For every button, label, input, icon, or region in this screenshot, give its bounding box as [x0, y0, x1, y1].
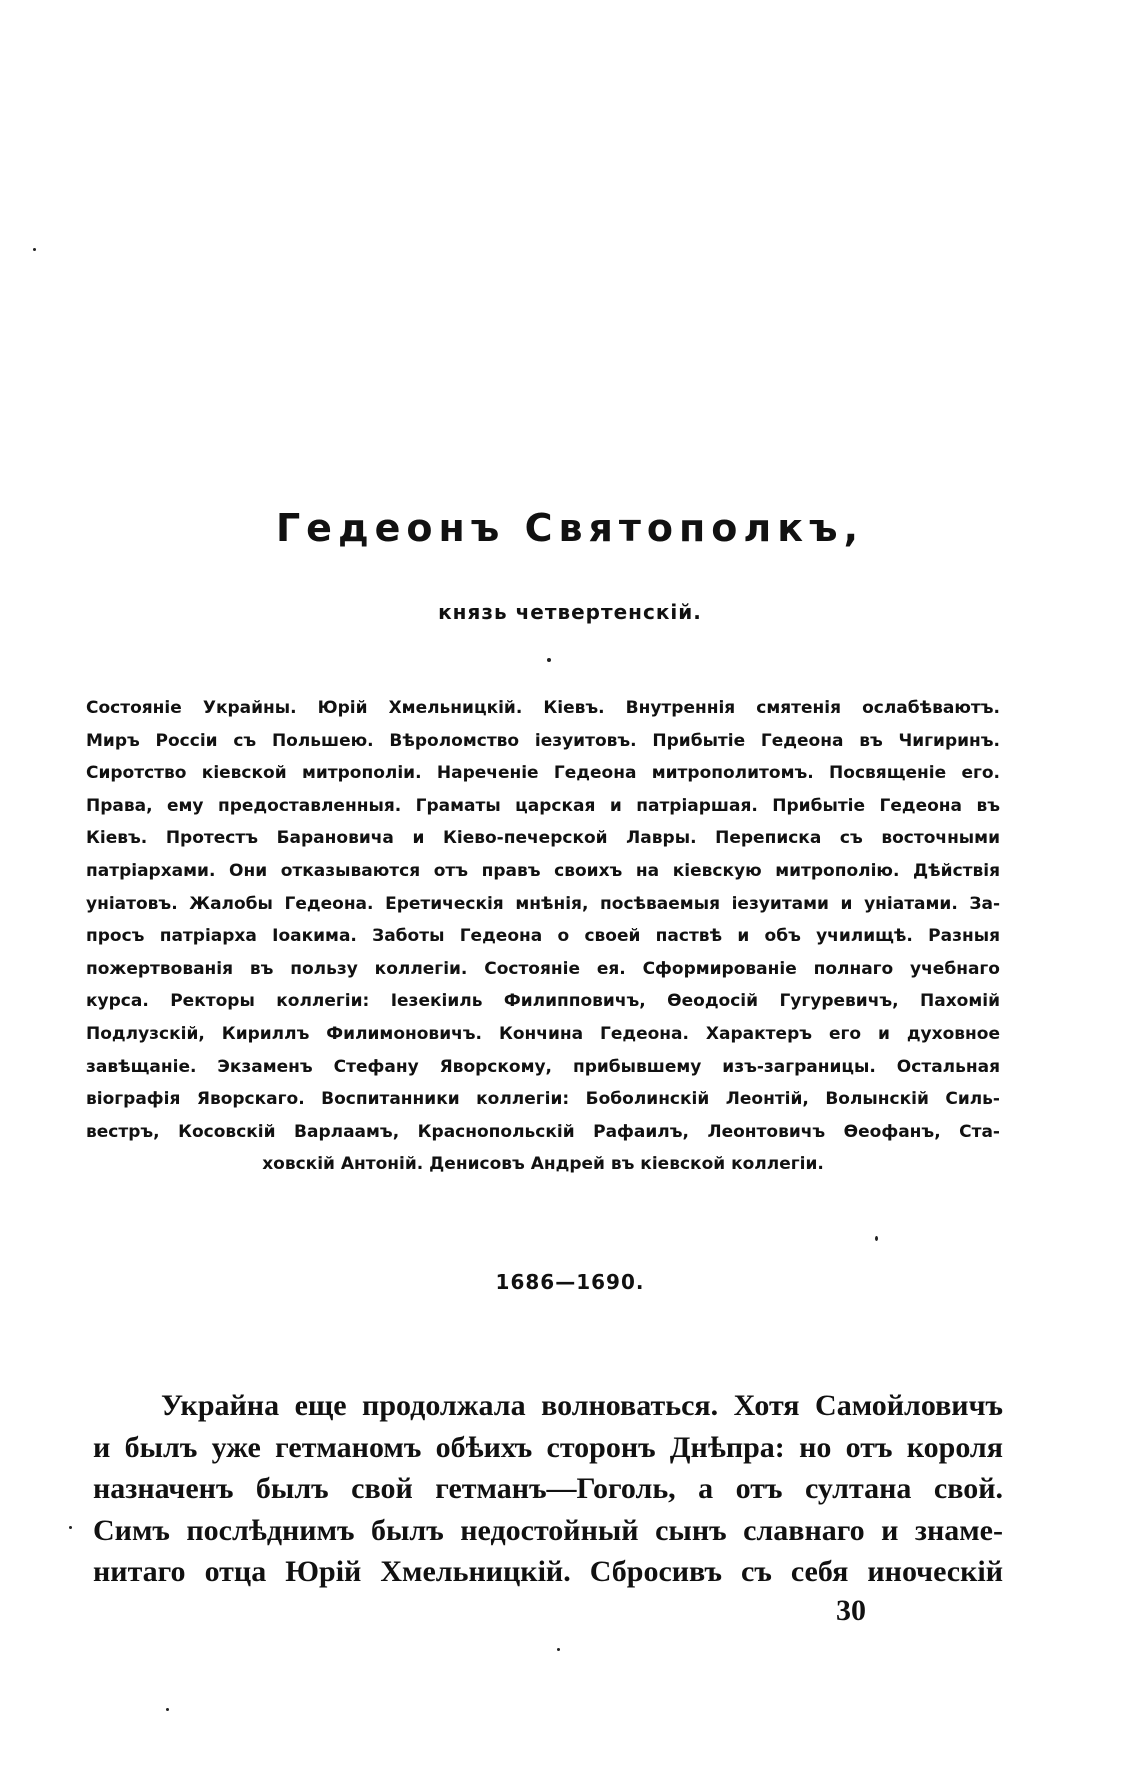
summary-line: Миръ Россіи съ Польшею. Вѣроломство іезуитовъ. Прибытіе Гедеона въ Чигиринъ. [86, 730, 1000, 751]
scan-speck [547, 658, 551, 662]
summary-line: просъ патріарха Іоакима. Заботы Гедеона о своей паствѣ и объ училищѣ. Разныя [86, 926, 1000, 947]
chapter-title: Гедеонъ Святополкъ, [275, 506, 865, 550]
summary-line: курса. Ректоры коллегіи: Іезекіиль Филипповичъ, Ѳеодосій Гугуревичъ, Пахомій [86, 991, 1000, 1012]
scan-speck [875, 1236, 878, 1241]
body-line: Симъ послѣднимъ былъ недостойный сынъ славнаго и знаме- [93, 1513, 1003, 1547]
body-line: и былъ уже гетманомъ обѣихъ сторонъ Днѣпра: но отъ короля [93, 1430, 1003, 1464]
chapter-dates: 1686—1690. [495, 1270, 645, 1294]
scan-speck [33, 248, 36, 251]
summary-line: Сиротство кіевской митрополіи. Нареченіе Гедеона митрополитомъ. Посвященіе его. [86, 763, 1000, 784]
body-line: нитаго отца Юрій Хмельницкій. Сбросивъ съ себя иноческій [93, 1555, 1003, 1588]
chapter-summary [86, 692, 1000, 1181]
page-number: 30 [836, 1594, 866, 1627]
scan-speck [166, 1708, 169, 1711]
summary-line: патріархами. Они отказываются отъ правъ своихъ на кіевскую митрополію. Дѣйствія [86, 860, 1000, 881]
summary-line: віографія Яворскаго. Воспитанники коллегіи: Боболинскій Леонтій, Волынскій Силь- [86, 1089, 1000, 1110]
summary-line: пожертвованія въ пользу коллегіи. Состояніе ея. Сформированіе полнаго учебнаго [86, 958, 1000, 979]
summary-line: ховскій Антоній. Денисовъ Андрей въ кіевской коллегіи. [262, 1154, 824, 1175]
summary-line: уніатовъ. Жалобы Гедеона. Еретическія мнѣнія, посѣваемыя іезуитами и уніатами. За- [86, 893, 1000, 914]
body-line: Украйна еще продолжала волноваться. Хотя Самойловичъ [161, 1389, 1003, 1422]
summary-line: Права, ему предоставленныя. Граматы царская и патріаршая. Прибытіе Гедеона въ [86, 795, 1000, 816]
body-paragraph [93, 1385, 1003, 1593]
summary-line: Состояніе Украйны. Юрій Хмельницкій. Кіевъ. Внутреннія смятенія ослабѣваютъ. [86, 698, 1000, 718]
summary-line: завѣщаніе. Экзаменъ Стефану Яворскому, прибывшему изъ-заграницы. Остальная [86, 1056, 1000, 1077]
summary-line: Подлузскій, Кириллъ Филимоновичъ. Кончина Гедеона. Характеръ его и духовное [86, 1023, 1000, 1044]
scan-speck [557, 1648, 560, 1651]
body-line: назначенъ былъ свой гетманъ—Гоголь, а отъ султана свой. [93, 1472, 1003, 1505]
scan-speck [69, 1526, 72, 1529]
summary-line: вестръ, Косовскій Варлаамъ, Краснопольскій Рафаилъ, Леонтовичъ Ѳеофанъ, Ста- [86, 1121, 1000, 1142]
summary-line: Кіевъ. Протестъ Барановича и Кіево-печерской Лавры. Переписка съ восточными [86, 828, 1000, 849]
chapter-subtitle: князь четвертенскій. [438, 600, 702, 624]
